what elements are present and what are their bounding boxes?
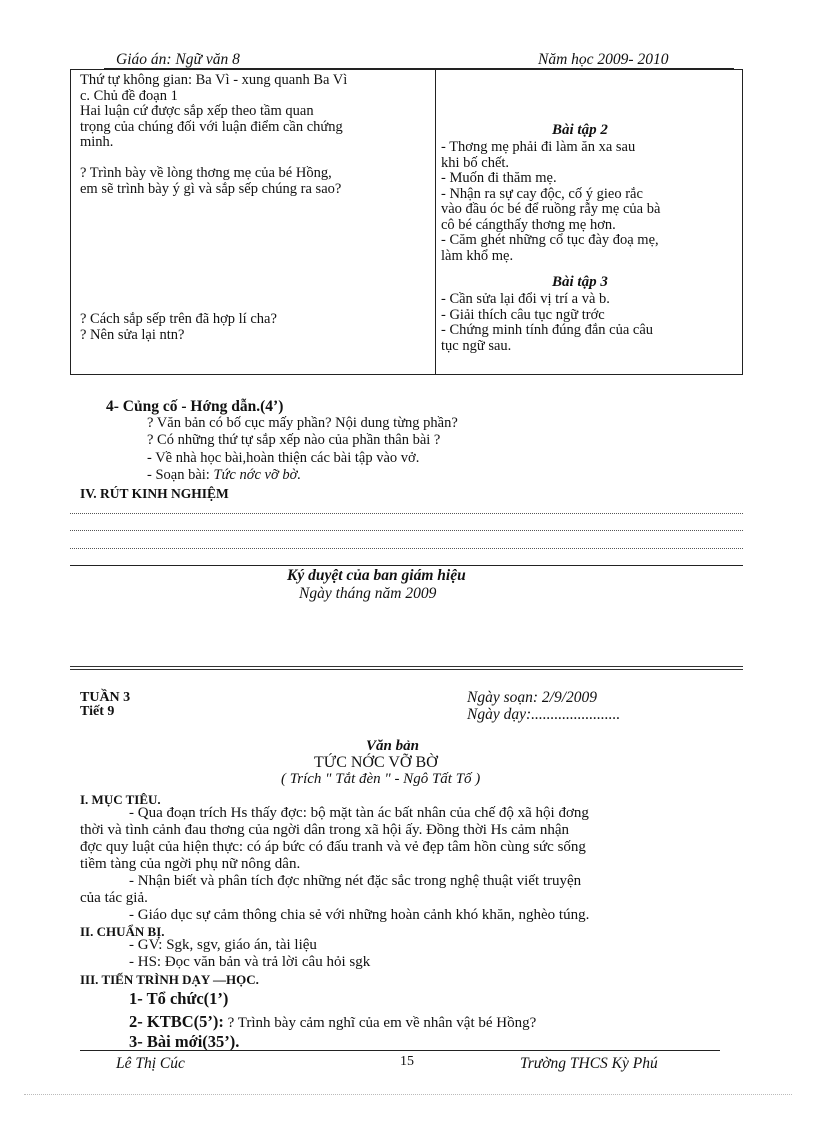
exercise-3-line: - Chứng minh tính đúng đắn của câu: [441, 322, 654, 338]
muctieu-line: tiềm tàng của ngời phụ nữ nông dân.: [80, 856, 301, 872]
page-number: 15: [400, 1054, 414, 1069]
tuan-label: TUẦN 3: [80, 690, 131, 705]
muctieu-line: đợc quy luật của hiện thực: có áp bức có đấu tranh và vẻ đẹp tâm hồn cùng sức sống: [80, 839, 586, 855]
lesson-source: ( Trích " Tắt đèn " - Ngô Tất Tố ): [281, 771, 481, 787]
ngay-soan: Ngày soạn: 2/9/2009: [467, 689, 598, 706]
footer-rule: [80, 1050, 720, 1051]
tientrinh-heading: III. TIẾN TRÌNH DẠY —HỌC.: [80, 972, 259, 987]
tiet-label: Tiết 9: [80, 704, 115, 719]
exercise-2-title: Bài tập 2: [552, 122, 608, 138]
chuanbi-line: - GV: Sgk, sgv, giáo án, tài liệu: [129, 937, 317, 953]
table-left-top: [80, 73, 432, 197]
rkn-heading: IV. RÚT KINH NGHIỆM: [80, 486, 229, 501]
cungco-line: ? Văn bản có bố cục mấy phần? Nội dung từng phần?: [147, 415, 458, 431]
footer-right: Trường THCS Kỳ Phú: [520, 1055, 658, 1072]
cungco-line: - Về nhà học bài,hoàn thiện các bài tập vào vở.: [147, 450, 420, 466]
dotted-line: [70, 548, 743, 549]
exercise-2-line: - Nhận ra sự cay độc, cố ý gieo rắc: [441, 185, 643, 202]
table-left-line: minh.: [80, 134, 114, 150]
soan-title: Tức nớc vỡ bờ.: [213, 467, 301, 483]
tochuc: 1- Tổ chức(1’): [129, 989, 229, 1008]
muctieu-line: - Nhận biết và phân tích đợc những nét đặc sắc trong nghệ thuật viết truyện: [129, 873, 582, 889]
muctieu-line: - Giáo dục sự cảm thông chia sẻ với những hoàn cảnh khó khăn, nghèo túng.: [129, 907, 590, 923]
dotted-line: [70, 530, 743, 531]
exercise-2-line: vào đầu óc bé để ruồng rẫy mẹ của bà: [441, 201, 661, 217]
table-left-line: c. Chủ đề đoạn 1: [80, 87, 178, 104]
cungco-soan: [147, 468, 301, 483]
exercise-2-body: [441, 140, 739, 264]
exercise-2-line: khi bố chết.: [441, 154, 510, 171]
table-divider: [435, 69, 436, 375]
exercise-3-line: - Cần sửa lại đổi vị trí a và b.: [441, 291, 610, 307]
muctieu-heading: I. MỤC TIÊU.: [80, 792, 161, 807]
table-left-line: trọng của chúng đối với luận điểm cần chứng: [80, 118, 343, 135]
table-left-bottom: [80, 312, 432, 343]
ktbc-text: ? Trình bày cảm nghĩ của em về nhân vật bé Hồng?: [223, 1015, 537, 1031]
muctieu-line: - Qua đoạn trích Hs thấy đợc: bộ mặt tàn ác bất nhân của chế độ xã hội đơng: [129, 805, 589, 821]
chuanbi-line: - HS: Đọc văn bản và trả lời câu hỏi sgk: [129, 954, 371, 970]
table-left-line: ? Nên sửa lại ntn?: [80, 326, 185, 343]
exercise-3-line: tục ngữ sau.: [441, 337, 512, 354]
exercise-2-line: - Muốn đi thăm mẹ.: [441, 170, 557, 186]
cungco-line: ? Có những thứ tự sắp xếp nào của phần thân bài ?: [147, 432, 441, 448]
table-left-line: Thứ tự không gian: Ba Vì - xung quanh Ba Vì: [80, 72, 348, 88]
exercise-2-line: làm khổ mẹ.: [441, 247, 514, 264]
table-left-line: Hai luận cứ được sắp xếp theo tầm quan: [80, 103, 314, 119]
exercise-2-line: - Căm ghét những cổ tục đày đoạ mẹ,: [441, 232, 659, 248]
kyduyet-date: Ngày tháng năm 2009: [299, 585, 437, 602]
footer-left: Lê Thị Cúc: [116, 1055, 185, 1072]
soan-label: - Soạn bài:: [147, 467, 214, 483]
header-left: Giáo án: Ngữ văn 8: [116, 51, 240, 68]
rule: [70, 565, 743, 566]
lesson-title: TỨC NỚC VỠ BỜ: [314, 754, 438, 771]
exercise-2-line: - Thơng mẹ phải đi làm ăn xa sau: [441, 139, 636, 155]
table-left-line: ? Trình bày về lòng thơng mẹ của bé Hồng,: [80, 165, 332, 181]
exercise-3-body: [441, 292, 739, 354]
muctieu-line: của tác giả.: [80, 890, 148, 906]
ktbc-label: 2- KTBC(5’):: [129, 1012, 224, 1031]
dotted-line: [70, 513, 743, 514]
section-separator: [70, 669, 743, 670]
muctieu-line: thời và tình cảnh đau thơng của ngời dân trong xã hội ấy. Đồng thời Hs cảm nhận: [80, 822, 569, 838]
exercise-2-line: cô bé cángthấy thơng mẹ hơn.: [441, 216, 616, 233]
baimoi: 3- Bài mới(35’).: [129, 1032, 240, 1051]
ktbc: [129, 1014, 536, 1031]
exercise-3-title: Bài tập 3: [552, 274, 608, 290]
table-left-line: ? Cách sắp sếp trên đã hợp lí cha?: [80, 311, 277, 327]
header-right: Năm học 2009- 2010: [538, 51, 669, 68]
kyduyet-title: Ký duyệt của ban giám hiệu: [287, 567, 466, 584]
chuanbi-heading: II. CHUẨN BỊ.: [80, 924, 165, 939]
page-bottom-edge: [24, 1094, 792, 1095]
exercise-3-line: - Giải thích câu tục ngữ trớc: [441, 306, 605, 323]
ngay-day: Ngày dạy:.......................: [467, 706, 621, 723]
cungco-title: 4- Củng cố - Hớng dẫn.(4’): [106, 398, 284, 415]
vanban-label: Văn bản: [366, 738, 419, 754]
table-left-line: em sẽ trình bày ý gì và sắp sếp chúng ra sao?: [80, 180, 342, 197]
table-left-line: [80, 151, 432, 167]
section-separator: [70, 666, 743, 667]
